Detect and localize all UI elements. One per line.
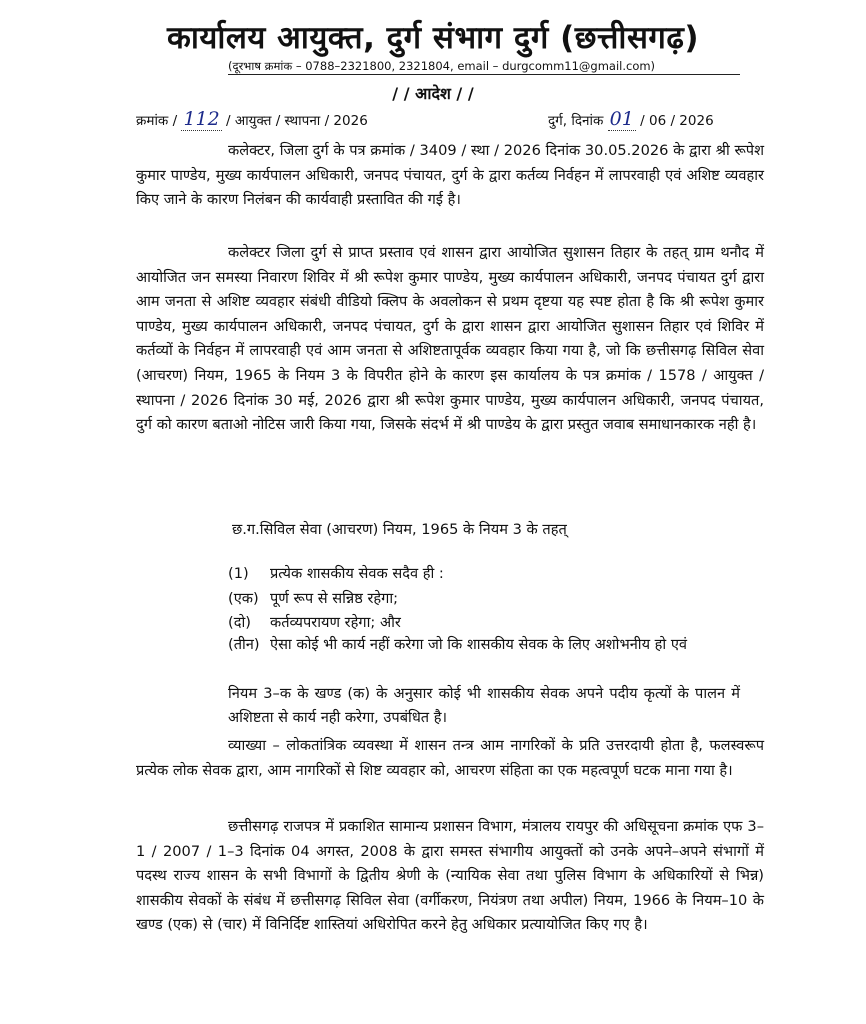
office-title: कार्यालय आयुक्त, दुर्ग संभाग दुर्ग (छत्तीसगढ़) (167, 20, 699, 56)
rule-list-text: ऐसा कोई भी कार्य नहीं करेगा जो कि शासकीय सेवक के लिए अशोभनीय हो एवं (270, 636, 688, 653)
order-number-prefix: क्रमांक / (136, 113, 178, 129)
order-number-suffix: / आयुक्त / स्थापना / 2026 (226, 113, 368, 129)
rule-list-item (228, 611, 768, 635)
paragraph-findings (136, 241, 764, 438)
place-date-prefix: दुर्ग, दिनांक (548, 113, 604, 129)
paragraph-proposal (136, 139, 764, 213)
paragraph-proposal-text: कलेक्टर, जिला दुर्ग के पत्र क्रमांक / 3409 / स्था / 2026 दिनांक 30.05.2026 के द्वारा श्री रूपेश कुमार पाण्डेय, मुख्य कार्यपालन अधिकारी, जनपद पंचायत, दुर्ग के द्वारा कर्तव्य निर्वहन में लापरवाही एवं अशिष्ट व्यवहार किए जाने के कारण निलंबन की कार्यवाही प्रस्तावित की गई है। (136, 142, 764, 209)
order-heading: / / आदेश / / (392, 84, 474, 103)
paragraph-explanation (136, 734, 764, 783)
rule-list-number: (तीन) (228, 636, 260, 653)
paragraph-notification (136, 815, 764, 938)
rule-list-number: (दो) (228, 614, 251, 631)
rule-list-text: प्रत्येक शासकीय सेवक सदैव ही : (270, 565, 444, 582)
rule-list-number: (1) (228, 565, 249, 582)
order-date-line (548, 108, 714, 131)
rule-list-item (228, 562, 768, 586)
paragraph-explanation-text: व्याख्या – लोकतांत्रिक व्यवस्था में शासन तन्त्र आम नागरिकों के प्रति उत्तरदायी होता है, फलस्वरूप प्रत्येक लोक सेवक द्वारा, आम नागरिकों से शिष्ट व्यवहार को, आचरण संहिता का एक महत्वपूर्ण घटक माना गया है। (136, 737, 764, 779)
rule-list-item (228, 633, 768, 657)
rule-list-text: कर्तव्यपरायण रहेगा; और (270, 614, 401, 631)
rule-list-item (228, 587, 768, 611)
header-divider (228, 74, 740, 75)
paragraph-findings-text: कलेक्टर जिला दुर्ग से प्राप्त प्रस्ताव एवं शासन द्वारा आयोजित सुशासन तिहार के तहत् ग्राम थनौद में आयोजित जन समस्या निवारण शिविर में श्री रूपेश कुमार पाण्डेय, मुख्य कार्यपालन अधिकारी, जनपद पंचायत दुर्ग द्वारा आम जनता से अशिष्ट व्यवहार संबंधी वीडियो क्लिप के अवलोकन से प्रथम दृष्टया यह स्पष्ट होता है कि श्री रूपेश कुमार पाण्डेय, मुख्य कार्यपालन अधिकारी, जनपद पंचायत, दुर्ग के द्वारा शासन द्वारा आयोजित सुशासन तिहार एवं शिविर में कर्तव्यों के निर्वहन में लापरवाही एवं आम जनता से अशिष्टतापूर्वक व्यवहार किया गया है, जो कि छत्तीसगढ़ सिविल सेवा (आचरण) नियम, 1965 के नियम 3 के विपरीत होने के कारण इस कार्यालय के पत्र क्रमांक / 1578 / आयुक्त / स्थापना / 2026 दिनांक 30 मई, 2026 द्वारा श्री रूपेश कुमार पाण्डेय, मुख्य कार्यपालन अधिकारी, जनपद पंचायत, दुर्ग को कारण बताओ नोटिस जारी किया गया, जिसके संदर्भ में श्री पाण्डेय के द्वारा प्रस्तुत जवाब समाधानकारक नही है। (136, 244, 764, 434)
order-day-handwritten: 01 (609, 108, 634, 130)
rule-list-text: पूर्ण रूप से सन्निष्ठ रहेगा; (270, 590, 399, 607)
order-number-handwritten: 112 (183, 108, 220, 130)
rule-heading: छ.ग.सिविल सेवा (आचरण) नियम, 1965 के नियम 3 के तहत् (232, 521, 567, 538)
contact-line: (दूरभाष क्रमांक – 0788–2321800, 2321804, email – durgcomm11@gmail.com) (228, 59, 656, 73)
rule-3k-clause: नियम 3–क के खण्ड (क) के अनुसार कोई भी शासकीय सेवक अपने पदीय कृत्यों के पालन में अशिष्टता से कार्य नही करेगा, उपबंधित है। (228, 685, 740, 726)
order-month-year: / 06 / 2026 (640, 113, 714, 129)
order-number-line (136, 108, 368, 131)
rule-list-number: (एक) (228, 590, 259, 607)
paragraph-notification-text: छत्तीसगढ़ राजपत्र में प्रकाशित सामान्य प्रशासन विभाग, मंत्रालय रायपुर की अधिसूचना क्रमांक एफ 3–1 / 2007 / 1–3 दिनांक 04 अगस्त, 2008 के द्वारा समस्त संभागीय आयुक्तों को उनके अपने–अपने संभागों में पदस्थ राज्य शासन के सभी विभागों के द्वितीय श्रेणी के (न्यायिक सेवा तथा पुलिस विभाग के अधिकारियों से भिन्न) शासकीय सेवकों के संबंध में छत्तीसगढ़ सिविल सेवा (वर्गीकरण, नियंत्रण तथा अपील) नियम, 1966 के नियम–10 के खण्ड (एक) से (चार) में विनिर्दिष्ट शास्तियां अधिरोपित करने हेतु अधिकार प्रत्यायोजित किए गए है। (136, 818, 764, 934)
